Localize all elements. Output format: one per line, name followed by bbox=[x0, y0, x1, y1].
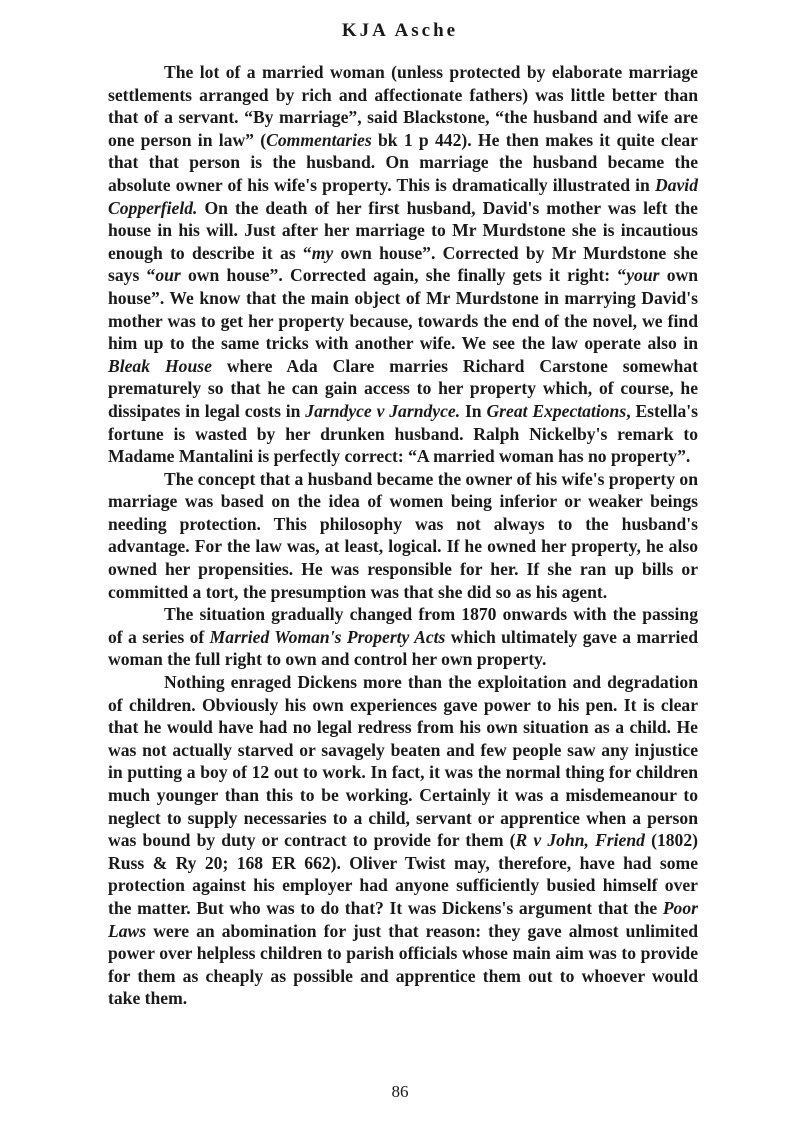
text-run: , Estella's fortune is wasted by her drunken husband. Ralph Nickelby's remark to Madame Mantalini is perfectly correct: “A married woman has no property”. bbox=[108, 400, 698, 467]
text-run: The concept that a husband became the owner of his wife's property on marriage was based on the idea of women being inferior or weaker beings needing protection. This philosophy was not always to the husband's advantage. For the law was, at least, logical. If he owned her property, he also owned her propensities. He was responsible for her. If she ran up bills or committed a tort, the presumption was that she did so as his agent. bbox=[108, 468, 699, 602]
running-head: KJA Asche bbox=[341, 20, 459, 41]
italic-run: Poor Laws bbox=[108, 897, 698, 941]
text-run: In bbox=[460, 400, 487, 421]
body-text bbox=[108, 61, 698, 1010]
paragraph-2 bbox=[108, 468, 698, 604]
text-run: On the death of her first husband, David's mother was left the house in his will. Just after her marriage to Mr Murdstone she is incautious enough to describe it as “ bbox=[108, 197, 698, 263]
italic-run: Jarndyce v Jarndyce. bbox=[305, 400, 461, 421]
paragraph-1 bbox=[108, 61, 698, 468]
paragraph-3 bbox=[108, 603, 698, 671]
italic-run: David Copperfield. bbox=[108, 174, 698, 218]
text-run: (1802) Russ & Ry 20; 168 ER 662). Oliver Twist may, therefore, have had some protection against his employer had anyone sufficiently busied himself over the matter. But who was to do that? It was Dickens's argument that the bbox=[108, 830, 698, 918]
text-run: own house”. Corrected by Mr Murdstone she says “ bbox=[108, 242, 698, 286]
italic-run: Married Woman's Property Acts bbox=[209, 626, 446, 647]
italic-run: my bbox=[311, 242, 334, 263]
text-run: The lot of a married woman (unless protected by elaborate marriage settlements arranged by rich and affectionate fathers) was little better than that of a servant. “By marriage”, said Blackstone, “the husband and wife are one person in law” ( bbox=[108, 62, 698, 150]
italic-run: Bleak House bbox=[108, 355, 212, 376]
text-run: own house”. Corrected again, she finally gets it right: “ bbox=[180, 265, 627, 286]
italic-run: Great Expectations bbox=[486, 400, 627, 421]
italic-run: our bbox=[155, 265, 181, 286]
paragraph-4 bbox=[108, 671, 698, 1010]
page-number: 86 bbox=[391, 1082, 409, 1101]
text-run: The situation gradually changed from 1870 onwards with the passing of a series of bbox=[108, 604, 698, 647]
text-run: were an abomination for just that reason: they gave almost unlimited power over helpless children to parish officials whose main aim was to provide for them as cheaply as possible and apprentice them out to whoever would take them. bbox=[108, 920, 698, 1009]
italic-run: R v John, Friend bbox=[515, 830, 645, 851]
text-run: which ultimately gave a married woman the full right to own and control her own property. bbox=[108, 626, 698, 670]
italic-run: Commentaries bbox=[266, 129, 372, 150]
text-run: bk 1 p 442). He then makes it quite clear that that person is the husband. On marriage the husband became the absolute owner of his wife's property. This is dramatically illustrated in bbox=[108, 129, 698, 195]
text-run: Nothing enraged Dickens more than the exploitation and degradation of children. Obviously his own experiences gave power to his pen. It is clear that he would have had no legal redress from his own situation as a child. He was not actually starved or savagely beaten and few people saw any injustice in putting a boy of 12 out to work. In fact, it was the normal thing for children much younger than this to be working. Certainly it was a misdemeanour to neglect to supply necessaries to a child, servant or apprentice when a person was bound by duty or contract to provide for them ( bbox=[108, 672, 698, 851]
text-run: where Ada Clare marries Richard Carstone somewhat prematurely so that he can gain access to her property which, of course, he dissipates in legal costs in bbox=[108, 355, 698, 421]
italic-run: your bbox=[626, 265, 660, 286]
text-run: own house”. We know that the main object of Mr Murdstone in marrying David's mother was to get her property because, towards the end of the novel, we find him up to the same tricks with another wife. We see the law operate also in bbox=[108, 265, 698, 354]
